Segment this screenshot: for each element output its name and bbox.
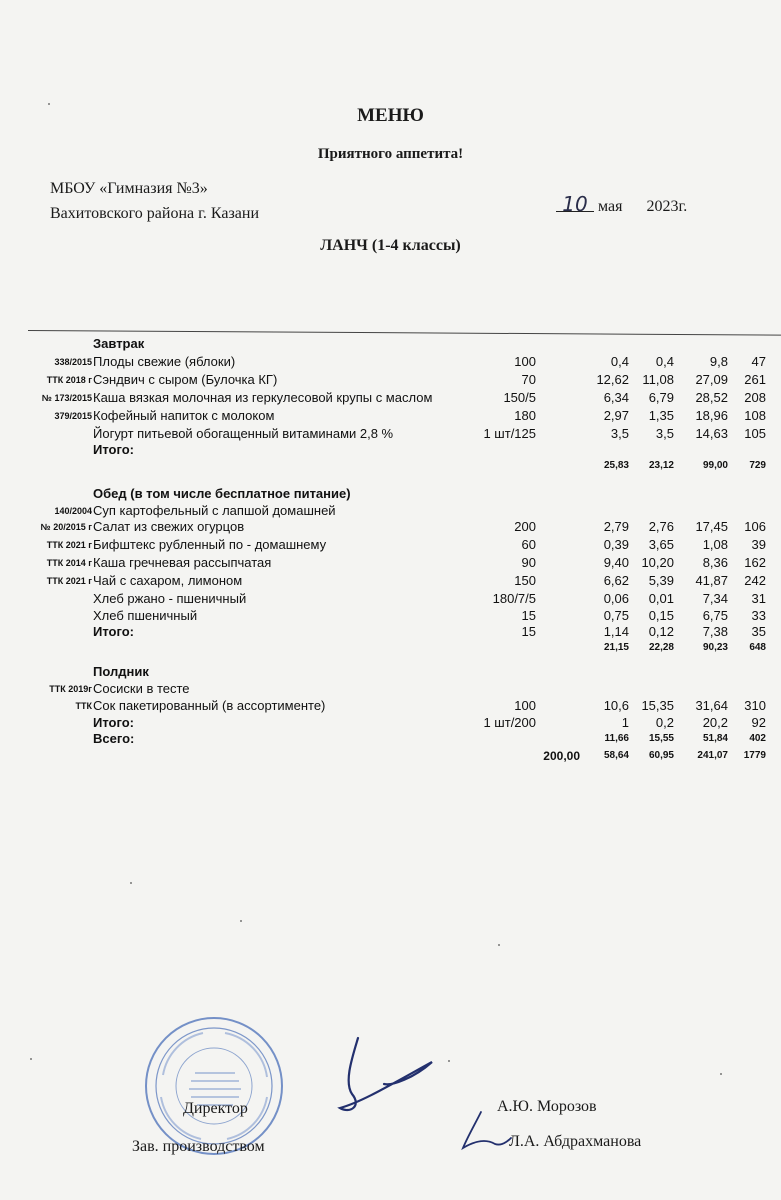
- section-title: Полдник: [93, 664, 149, 679]
- total-fats: 23,12: [648, 460, 674, 471]
- recipe-code: ТТК 2014 г: [46, 558, 92, 568]
- fats: 1,35: [648, 408, 674, 423]
- date-month: мая: [598, 198, 623, 215]
- section-lunch: [0, 486, 781, 502]
- grand-total-fats: 60,95: [648, 750, 674, 761]
- energy: 92: [751, 715, 766, 730]
- fats: 5,39: [648, 573, 674, 588]
- table-row: [0, 608, 781, 624]
- energy: 33: [751, 608, 766, 623]
- carbs: 8,36: [702, 555, 728, 570]
- table-row: [0, 681, 781, 697]
- table-row: [0, 537, 781, 553]
- meal-title: ЛАНЧ (1-4 классы): [320, 237, 461, 254]
- director-signature: [322, 1030, 442, 1120]
- dish-qty: 100: [514, 698, 536, 713]
- grand-total-proteins: 58,64: [603, 750, 629, 761]
- dish-name: Чай с сахаром, лимоном: [93, 573, 243, 588]
- total-energy: 648: [749, 642, 766, 653]
- proteins: 0,06: [603, 591, 629, 606]
- section-snack: [0, 664, 781, 680]
- carbs: 7,38: [702, 624, 728, 639]
- total-fats: 15,55: [648, 733, 674, 744]
- dish-qty: 180: [514, 408, 536, 423]
- energy: 31: [751, 591, 766, 606]
- scan-speck: [720, 1073, 722, 1075]
- school-name: МБОУ «Гимназия №3»: [50, 180, 208, 197]
- table-row: [0, 698, 781, 714]
- energy: 208: [744, 390, 766, 405]
- dish-name: Хлеб ржано - пшеничный: [93, 591, 247, 606]
- fats: 10,20: [641, 555, 674, 570]
- total-label: Итого:: [93, 715, 134, 730]
- lunch-total-row: [0, 624, 781, 640]
- fats: 3,65: [648, 537, 674, 552]
- total-label: Итого:: [93, 624, 134, 639]
- grand-total-carbs: 241,07: [697, 750, 728, 761]
- fats: 0,15: [648, 608, 674, 623]
- breakfast-total-row: [0, 442, 781, 458]
- carbs: 7,34: [702, 591, 728, 606]
- table-top-rule: [28, 330, 781, 336]
- fats: 11,08: [642, 372, 674, 387]
- dish-qty: 150: [514, 573, 536, 588]
- document-date: [556, 192, 688, 216]
- total-label: Итого:: [93, 442, 134, 457]
- fats: 3,5: [655, 426, 674, 441]
- proteins: 0,75: [603, 608, 629, 623]
- breakfast-total-values: [0, 458, 781, 474]
- proteins: 0,4: [610, 354, 629, 369]
- recipe-code: ТТК 2019г: [49, 684, 92, 694]
- scan-speck: [130, 882, 132, 884]
- fats: 15,35: [641, 698, 674, 713]
- dish-qty: 100: [514, 354, 536, 369]
- table-row: [0, 555, 781, 571]
- lunch-total-values: [0, 640, 781, 656]
- total-energy: 402: [749, 733, 766, 744]
- scan-speck: [448, 1060, 450, 1062]
- official-stamp: [143, 1015, 285, 1157]
- recipe-code: 140/2004: [54, 506, 92, 516]
- school-info: [50, 176, 259, 226]
- proteins: 2,79: [603, 519, 629, 534]
- recipe-code: ТТК: [75, 701, 92, 711]
- proteins: 2,97: [603, 408, 629, 423]
- carbs: 31,64: [695, 698, 728, 713]
- dish-name: Бифштекс рубленный по - домашнему: [93, 537, 327, 552]
- scan-speck: [498, 944, 500, 946]
- carbs: 18,96: [695, 408, 728, 423]
- carbs: 9,8: [709, 354, 728, 369]
- energy: 261: [744, 372, 766, 387]
- energy: 242: [744, 573, 766, 588]
- grand-total-row: [0, 748, 781, 764]
- fats: 0,2: [655, 715, 674, 730]
- fats: 6,79: [648, 390, 674, 405]
- dish-name: Плоды свежие (яблоки): [93, 354, 236, 369]
- recipe-code: ТТК 2018 г: [46, 375, 92, 385]
- total-fats: 22,28: [648, 642, 674, 653]
- production-label: Зав. производством: [132, 1138, 265, 1155]
- energy: 39: [751, 537, 766, 552]
- proteins: 12,62: [596, 372, 629, 387]
- section-breakfast: [0, 336, 781, 352]
- energy: 310: [744, 698, 766, 713]
- table-row: [0, 408, 781, 424]
- dish-qty: 1 шт/125: [483, 426, 536, 441]
- recipe-code: № 20/2015 г: [40, 522, 92, 532]
- grand-total-label: Всего:: [93, 731, 135, 746]
- proteins: 1: [621, 715, 629, 730]
- table-row: [0, 573, 781, 589]
- energy: 47: [751, 354, 766, 369]
- table-row: [0, 503, 781, 519]
- total-carbs: 90,23: [702, 642, 728, 653]
- carbs: 41,87: [695, 573, 728, 588]
- energy: 162: [744, 555, 766, 570]
- fats: 2,76: [648, 519, 674, 534]
- dish-name: Каша гречневая рассыпчатая: [93, 555, 272, 570]
- fats: 0,4: [655, 354, 674, 369]
- dish-name: Сэндвич с сыром (Булочка КГ): [93, 372, 278, 387]
- date-year: 2023г.: [646, 198, 688, 215]
- dish-qty: 15: [521, 624, 536, 639]
- section-title: Завтрак: [93, 336, 145, 351]
- dish-name: Каша вязкая молочная из геркулесовой крупы с маслом: [93, 390, 433, 405]
- dish-name: Хлеб пшеничный: [93, 608, 198, 623]
- proteins: 6,62: [603, 573, 629, 588]
- scan-speck: [240, 920, 242, 922]
- proteins: 0,39: [603, 537, 629, 552]
- energy: 106: [744, 519, 766, 534]
- production-name: Л.А. Абдрахманова: [509, 1133, 642, 1150]
- dish-qty: 90: [521, 555, 536, 570]
- table-row: [0, 372, 781, 388]
- scan-speck: [30, 1058, 32, 1060]
- proteins: 6,34: [603, 390, 629, 405]
- dish-name: Йогурт питьевой обогащенный витаминами 2,8 %: [93, 426, 394, 441]
- recipe-code: 338/2015: [54, 357, 92, 367]
- carbs: 28,52: [695, 390, 728, 405]
- proteins: 9,40: [603, 555, 629, 570]
- snack-total-row: [0, 715, 781, 731]
- table-row: [0, 426, 781, 442]
- dish-qty: 70: [521, 372, 536, 387]
- dish-qty: 150/5: [503, 390, 536, 405]
- dish-name: Сок пакетированный (в ассортименте): [93, 698, 326, 713]
- table-row: [0, 390, 781, 406]
- dish-qty: 1 шт/200: [483, 715, 536, 730]
- energy: 35: [751, 624, 766, 639]
- table-row: [0, 354, 781, 370]
- table-row: [0, 519, 781, 535]
- dish-name: Суп картофельный с лапшой домашней: [93, 503, 336, 518]
- section-title: Обед (в том числе бесплатное питание): [93, 486, 351, 501]
- recipe-code: ТТК 2021 г: [46, 576, 92, 586]
- proteins: 10,6: [603, 698, 629, 713]
- director-label: Директор: [183, 1100, 248, 1117]
- dish-name: Салат из свежих огурцов: [93, 519, 245, 534]
- proteins: 3,5: [610, 426, 629, 441]
- proteins: 1,14: [603, 624, 629, 639]
- carbs: 1,08: [702, 537, 728, 552]
- dish-qty: 60: [521, 537, 536, 552]
- grand-total-energy: 1779: [743, 750, 766, 761]
- menu-title: МЕНЮ: [357, 105, 424, 126]
- total-carbs: 51,84: [702, 733, 728, 744]
- grand-total-qty: 200,00: [543, 749, 580, 763]
- menu-subtitle: Приятного аппетита!: [317, 146, 464, 162]
- energy: 108: [744, 408, 766, 423]
- director-name: А.Ю. Морозов: [497, 1098, 597, 1115]
- carbs: 27,09: [695, 372, 728, 387]
- fats: 0,12: [648, 624, 674, 639]
- table-row: [0, 591, 781, 607]
- date-day: 10: [556, 197, 594, 212]
- energy: 105: [744, 426, 766, 441]
- total-carbs: 99,00: [702, 460, 728, 471]
- fats: 0,01: [648, 591, 674, 606]
- total-proteins: 21,15: [603, 642, 629, 653]
- recipe-code: 379/2015: [54, 411, 92, 421]
- scan-speck: [48, 103, 50, 105]
- total-proteins: 11,66: [604, 733, 629, 744]
- recipe-code: ТТК 2021 г: [46, 540, 92, 550]
- total-energy: 729: [749, 460, 766, 471]
- dish-name: Кофейный напиток с молоком: [93, 408, 275, 423]
- recipe-code: № 173/2015: [41, 393, 92, 403]
- dish-qty: 180/7/5: [492, 591, 536, 606]
- snack-total-values: [0, 731, 781, 747]
- carbs: 6,75: [702, 608, 728, 623]
- dish-qty: 200: [514, 519, 536, 534]
- carbs: 20,2: [702, 715, 728, 730]
- carbs: 14,63: [695, 426, 728, 441]
- school-district: Вахитовского района г. Казани: [50, 205, 259, 222]
- carbs: 17,45: [695, 519, 728, 534]
- total-proteins: 25,83: [603, 460, 629, 471]
- dish-name: Сосиски в тесте: [93, 681, 190, 696]
- dish-qty: 15: [521, 608, 536, 623]
